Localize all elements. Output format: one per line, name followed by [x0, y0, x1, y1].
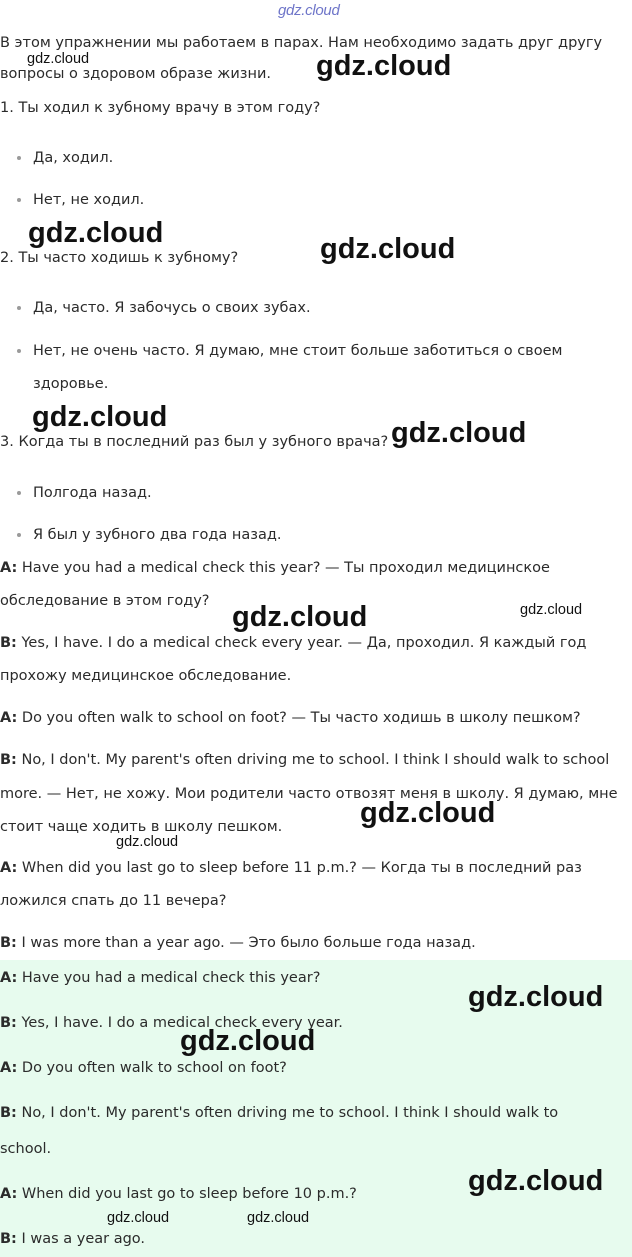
english-dialog-line [0, 1184, 357, 1204]
watermark: gdz.cloud [320, 233, 456, 265]
speaker-label: B: [0, 935, 17, 951]
dialog-text: When did you last go to sleep before 11 p.m.? — Когда ты в последний раз [17, 860, 582, 876]
watermark: gdz.cloud [27, 51, 90, 67]
dialog-text: Do you often walk to school on foot? — Ты часто ходишь в школу пешком? [17, 710, 581, 726]
watermark: gdz.cloud [107, 1210, 170, 1226]
dialog-line [0, 750, 609, 770]
watermark: gdz.cloud [28, 217, 164, 249]
speaker-label: A: [0, 560, 18, 576]
dialog-text: I was a year ago. [16, 1231, 146, 1247]
watermark: gdz.cloud [468, 981, 604, 1013]
intro-line-2: вопросы о здоровом образе жизни. [0, 66, 271, 82]
bullet-icon [17, 306, 21, 310]
question-2-answer-1: Да, часто. Я забочусь о своих зубах. [33, 300, 311, 316]
watermark: gdz.cloud [180, 1025, 316, 1057]
dialog-text: Have you had a medical check this year? — Ты проходил медицинское [17, 560, 550, 576]
dialog-line [0, 633, 586, 653]
watermark: gdz.cloud [391, 417, 527, 449]
dialog-line-cont: стоит чаще ходить в школу пешком. [0, 819, 283, 835]
english-dialog-line [0, 968, 320, 988]
question-1-title: 1. Ты ходил к зубному врачу в этом году? [0, 100, 321, 116]
intro-line-1: В этом упражнении мы работаем в парах. Нам необходимо задать друг другу [0, 35, 603, 51]
speaker-label: A: [0, 970, 18, 986]
bullet-icon [17, 198, 21, 202]
dialog-text: When did you last go to sleep before 10 p.m.? [17, 1186, 357, 1202]
english-dialog-line-cont: school. [0, 1141, 52, 1157]
question-2-answer-2: Нет, не очень часто. Я думаю, мне стоит больше заботиться о своем [33, 343, 563, 359]
watermark-top: gdz.cloud [278, 2, 340, 19]
question-3-answer-1: Полгода назад. [33, 485, 152, 501]
bullet-icon [17, 491, 21, 495]
english-dialog-line [0, 1229, 145, 1249]
watermark: gdz.cloud [247, 1210, 310, 1226]
dialog-text: No, I don't. My parent's often driving me to school. I think I should walk to [16, 1105, 559, 1121]
dialog-line-cont: more. — Нет, не хожу. Мои родители часто отвозят меня в школу. Я думаю, мне [0, 786, 618, 802]
question-2-title: 2. Ты часто ходишь к зубному? [0, 250, 239, 266]
watermark: gdz.cloud [32, 401, 168, 433]
dialog-text: Yes, I have. I do a medical check every year. [16, 1015, 343, 1031]
dialog-line [0, 858, 582, 878]
dialog-line [0, 933, 476, 953]
speaker-label: B: [0, 1231, 17, 1247]
bullet-icon [17, 533, 21, 537]
dialog-text: No, I don't. My parent's often driving me to school. I think I should walk to school [16, 752, 610, 768]
dialog-text: I was more than a year ago. — Это было больше года назад. [16, 935, 476, 951]
bullet-icon [17, 156, 21, 160]
dialog-line [0, 558, 550, 578]
english-dialog-line [0, 1103, 558, 1123]
watermark: gdz.cloud [360, 797, 496, 829]
dialog-text: Do you often walk to school on foot? [17, 1060, 287, 1076]
english-dialog-line [0, 1058, 287, 1078]
watermark: gdz.cloud [468, 1165, 604, 1197]
question-2-answer-2-cont: здоровье. [33, 376, 109, 392]
speaker-label: B: [0, 1105, 17, 1121]
watermark: gdz.cloud [232, 601, 368, 633]
speaker-label: A: [0, 710, 18, 726]
speaker-label: B: [0, 1015, 17, 1031]
dialog-line [0, 708, 581, 728]
dialog-line-cont: прохожу медицинское обследование. [0, 668, 292, 684]
speaker-label: A: [0, 1060, 18, 1076]
question-3-answer-2: Я был у зубного два года назад. [33, 527, 282, 543]
dialog-text: Have you had a medical check this year? [17, 970, 321, 986]
watermark: gdz.cloud [116, 834, 179, 850]
question-1-answer-2: Нет, не ходил. [33, 192, 145, 208]
watermark: gdz.cloud [520, 602, 583, 618]
speaker-label: B: [0, 635, 17, 651]
dialog-line-cont: ложился спать до 11 вечера? [0, 893, 227, 909]
question-1-answer-1: Да, ходил. [33, 150, 114, 166]
speaker-label: B: [0, 752, 17, 768]
bullet-icon [17, 349, 21, 353]
question-3-title: 3. Когда ты в последний раз был у зубного врача? [0, 434, 389, 450]
speaker-label: A: [0, 860, 18, 876]
speaker-label: A: [0, 1186, 18, 1202]
dialog-text: Yes, I have. I do a medical check every year. — Да, проходил. Я каждый год [16, 635, 587, 651]
dialog-line-cont: обследование в этом году? [0, 593, 210, 609]
watermark: gdz.cloud [316, 50, 452, 82]
